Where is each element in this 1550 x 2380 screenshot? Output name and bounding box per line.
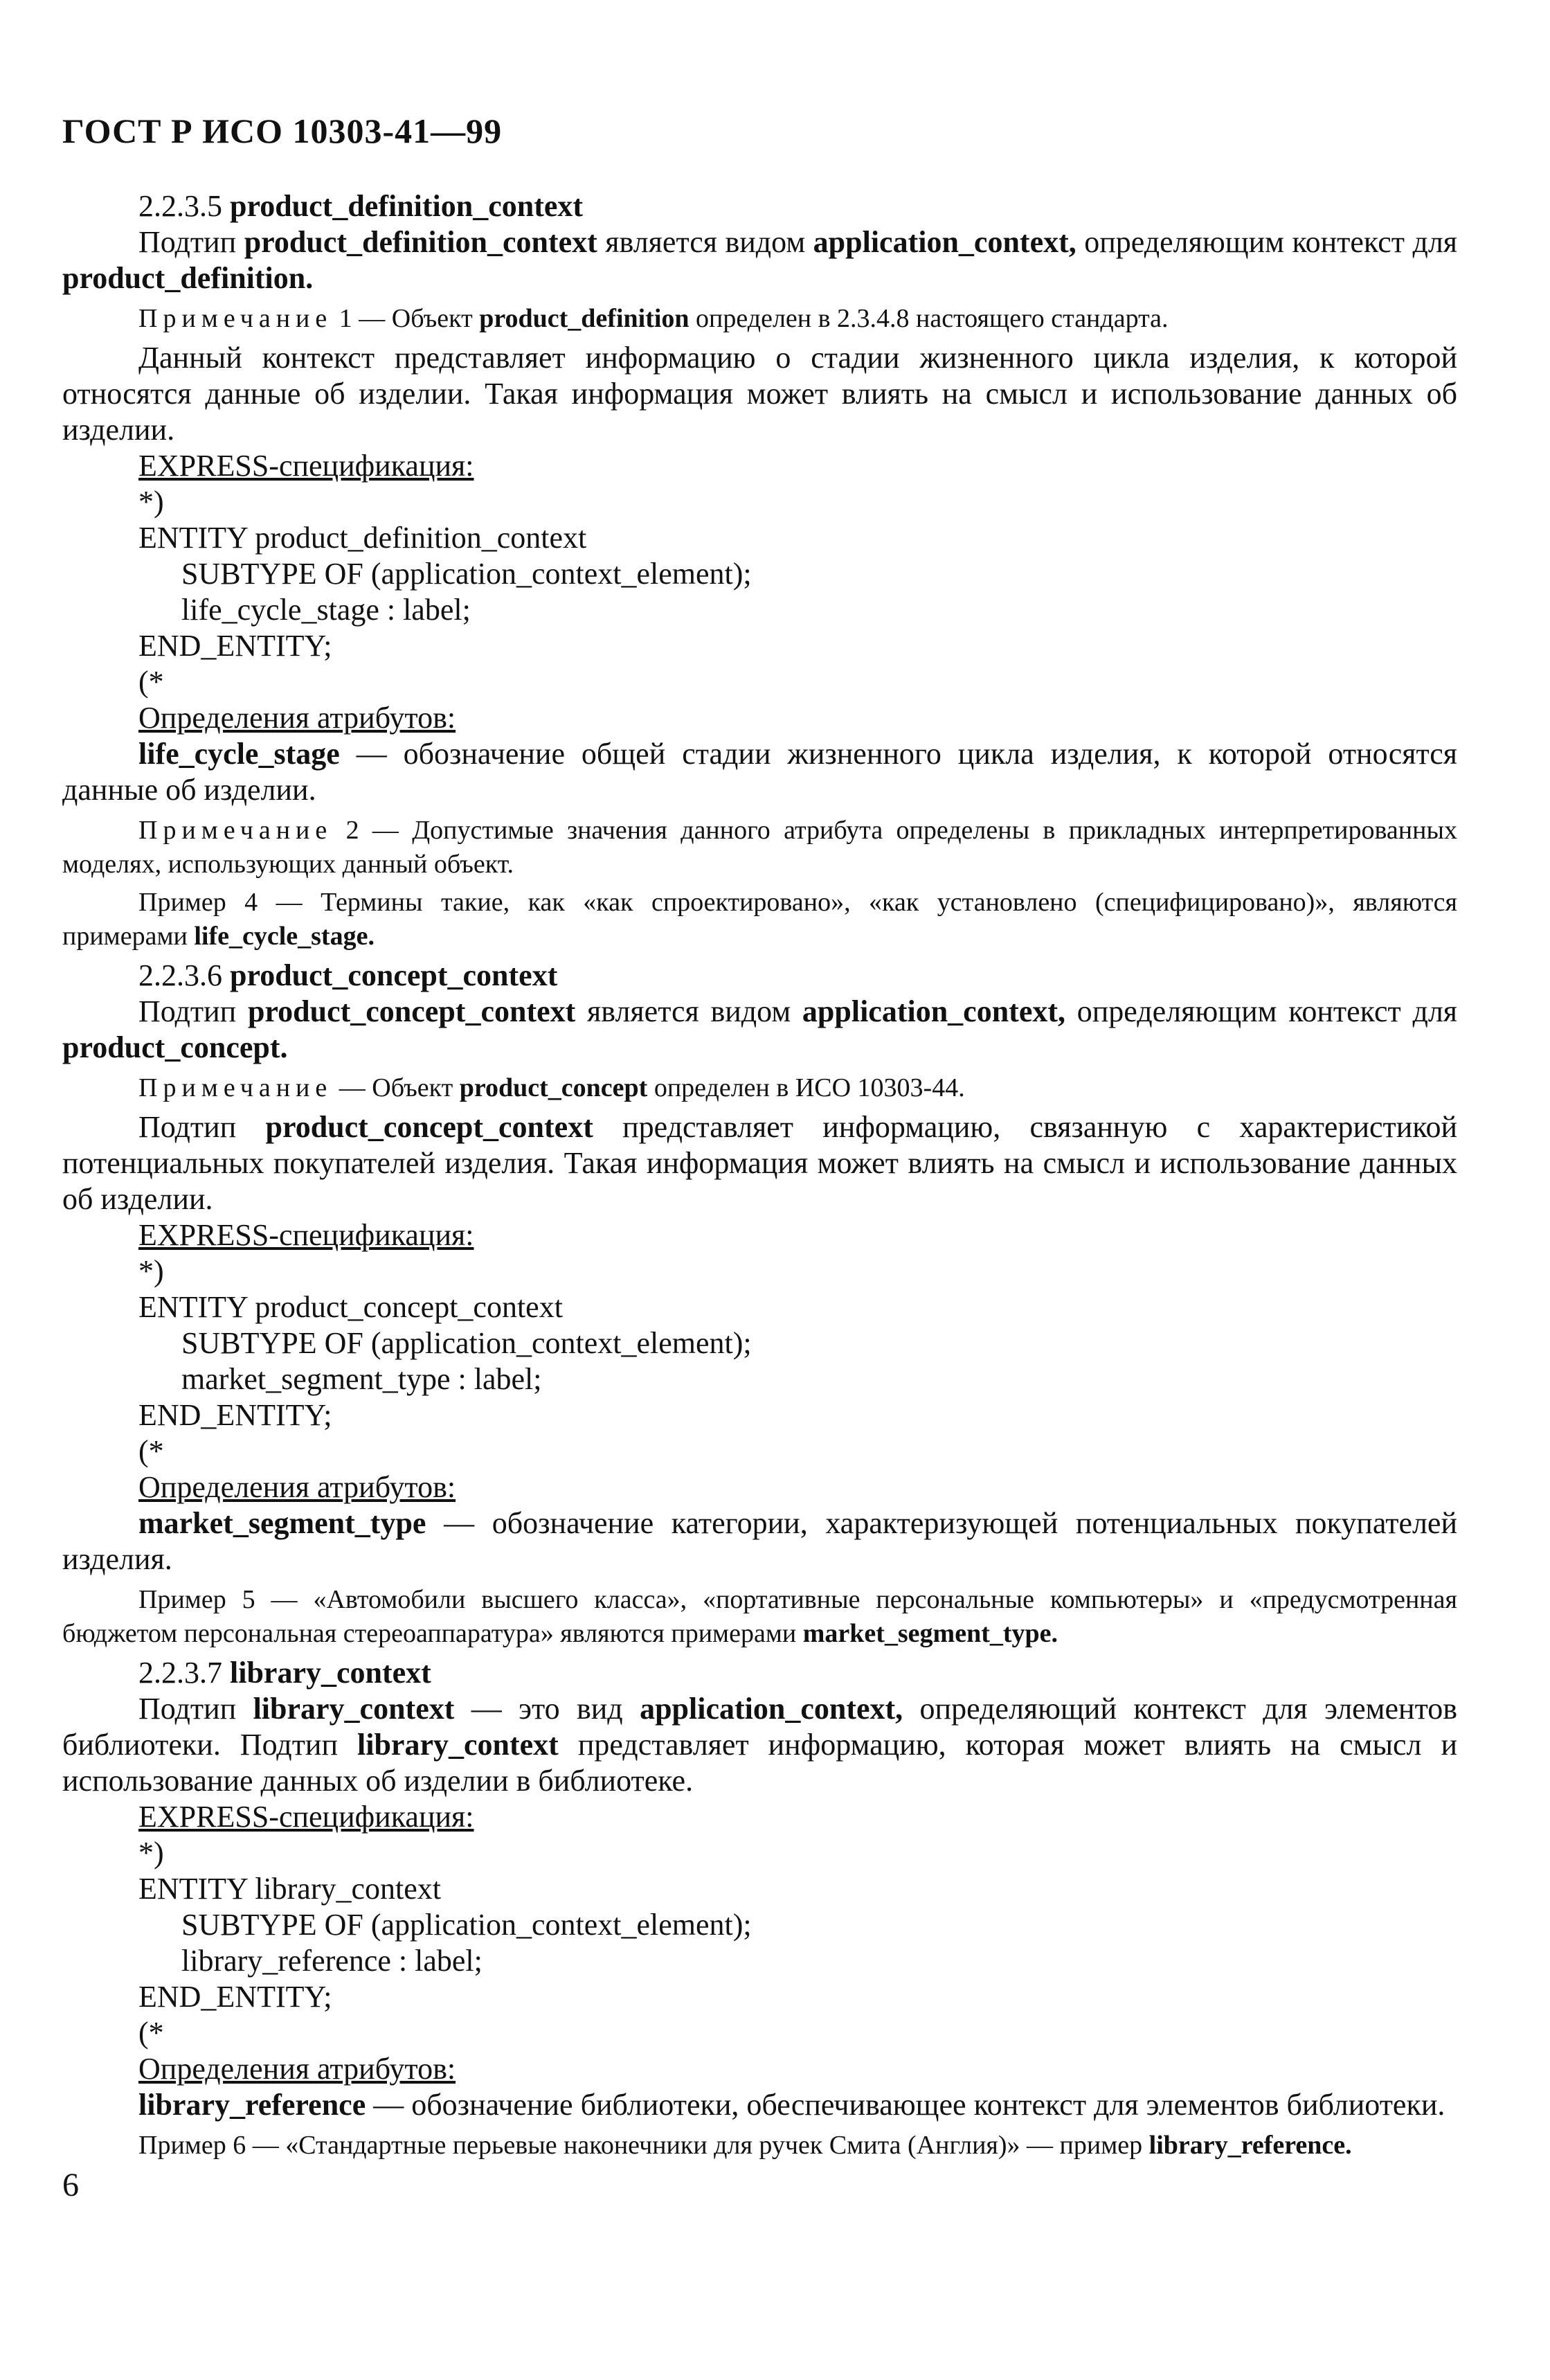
code-line: library_reference : label;: [181, 1944, 483, 1978]
example: Пример 6 — «Стандартные перьевые наконечники для ручек Смита (Англия)» — пример library_reference.: [138, 2131, 1352, 2160]
paragraph: Подтип library_context — это вид application_context, определяющий контекст для элементов библиотеки. Подтип library_context представляет информацию, которая может влиять на смысл и использование данных об изделии в библиотеке.: [62, 1692, 1458, 1798]
code-line: ENTITY library_context: [138, 1872, 441, 1906]
section-number: 2.2.3.5: [138, 189, 222, 223]
attribute-defs-title: Определения атрибутов:: [138, 2052, 456, 2086]
page-content: [62, 188, 1457, 2163]
code-line: ENTITY product_definition_context: [138, 521, 587, 555]
paragraph: Подтип product_definition_context является видом application_context, определяющим контекст для product_definition.: [62, 225, 1458, 295]
express-spec-title: EXPRESS-спецификация:: [138, 449, 474, 483]
attribute-defs-title: Определения атрибутов:: [138, 701, 456, 735]
page-number: 6: [62, 2167, 79, 2203]
code-line: *): [138, 1254, 164, 1288]
attribute-definition: life_cycle_stage — обозначение общей стадии жизненного цикла изделия, к которой относятся данные об изделии.: [62, 737, 1458, 807]
attribute-definition: library_reference — обозначение библиотеки, обеспечивающее контекст для элементов библиотеки.: [138, 2088, 1445, 2122]
code-line: SUBTYPE OF (application_context_element);: [181, 557, 752, 591]
note: Примечание — Объект product_concept определен в ИСО 10303-44.: [138, 1073, 965, 1102]
section-term: library_context: [230, 1656, 431, 1690]
code-line: END_ENTITY;: [138, 1980, 332, 2014]
code-line: life_cycle_stage : label;: [181, 593, 471, 627]
express-spec-title: EXPRESS-спецификация:: [138, 1800, 474, 1834]
attribute-defs-title: Определения атрибутов:: [138, 1470, 456, 1504]
code-line: ENTITY product_concept_context: [138, 1290, 563, 1324]
code-line: END_ENTITY;: [138, 1398, 332, 1432]
code-line: market_segment_type : label;: [181, 1362, 542, 1396]
attribute-definition: market_segment_type — обозначение категории, характеризующей потенциальных покупателей изделия.: [62, 1506, 1458, 1576]
note: Примечание 2 — Допустимые значения данного атрибута определены в прикладных интерпретированных моделях, использующих данный объект.: [62, 816, 1457, 879]
code-line: (*: [138, 665, 164, 699]
section-number: 2.2.3.6: [138, 958, 222, 992]
paragraph: Подтип product_concept_context является видом application_context, определяющим контекст для product_concept.: [62, 994, 1458, 1064]
section-heading: [62, 958, 1457, 994]
page-header: ГОСТ Р ИСО 10303-41—99: [62, 111, 503, 150]
paragraph: Подтип product_concept_context представляет информацию, связанную с характеристикой потенциальных покупателей изделия. Такая информация может влиять на смысл и использование данных об изделии.: [62, 1110, 1458, 1216]
section-term: product_definition_context: [230, 189, 584, 223]
section-heading: [62, 1655, 1457, 1691]
note: Примечание 1 — Объект product_definition определен в 2.3.4.8 настоящего стандарта.: [138, 304, 1169, 333]
section-number: 2.2.3.7: [138, 1656, 222, 1690]
express-spec-title: EXPRESS-спецификация:: [138, 1218, 474, 1252]
code-line: (*: [138, 1434, 164, 1468]
paragraph: Данный контекст представляет информацию о стадии жизненного цикла изделия, к которой относятся данные об изделии. Такая информация может влиять на смысл и использование данных об изделии.: [62, 341, 1457, 447]
section-heading: [62, 188, 1457, 224]
code-line: SUBTYPE OF (application_context_element);: [181, 1908, 752, 1942]
code-line: END_ENTITY;: [138, 629, 332, 663]
code-line: (*: [138, 2016, 164, 2050]
code-line: *): [138, 1836, 164, 1870]
code-line: SUBTYPE OF (application_context_element);: [181, 1326, 752, 1360]
code-line: *): [138, 485, 164, 519]
example: Пример 5 — «Автомобили высшего класса», «портативные персональные компьютеры» и «предусмотренная бюджетом персональная стереоаппаратура» являются примерами market_segment_type.: [62, 1585, 1457, 1648]
example: Пример 4 — Термины такие, как «как спроектировано», «как установлено (специфицировано)», являются примерами life_cycle_stage.: [62, 888, 1457, 951]
section-term: product_concept_context: [230, 958, 558, 992]
